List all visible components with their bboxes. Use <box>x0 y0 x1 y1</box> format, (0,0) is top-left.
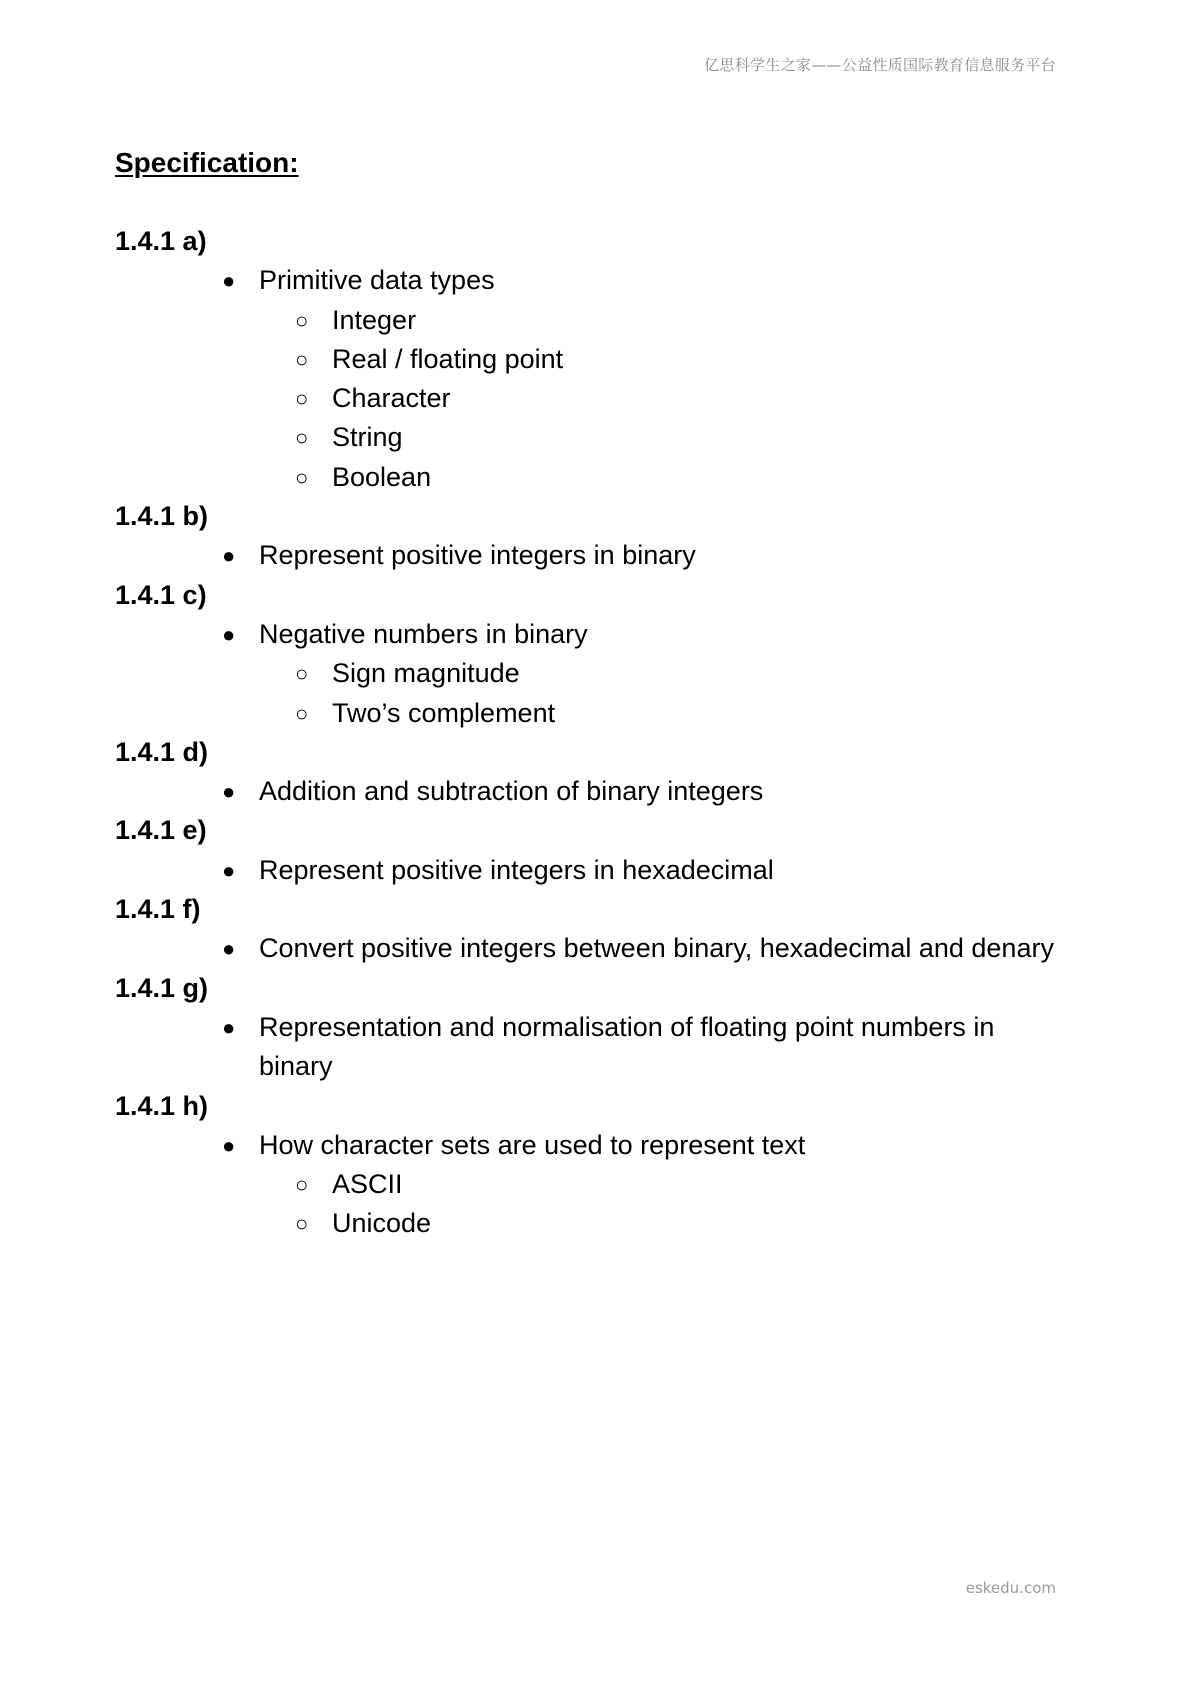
spec-bullet-text: Represent positive integers in binary <box>259 540 696 571</box>
hollow-bullet-icon: ○ <box>295 1211 309 1237</box>
spec-id: 1.4.1 f) <box>115 894 201 925</box>
spec-id: 1.4.1 a) <box>115 226 207 256</box>
spec-id: 1.4.1 h) <box>115 1090 209 1121</box>
spec-section-d <box>115 733 1065 812</box>
spec-sub-item <box>115 418 1065 457</box>
spec-bullet-text: Negative numbers in binary <box>259 618 588 649</box>
spec-section-g <box>115 969 1065 1087</box>
spec-bullet <box>115 261 1065 300</box>
spec-sub-item <box>115 654 1065 693</box>
spec-sub-item <box>115 1165 1065 1204</box>
spec-bullet <box>115 772 1065 811</box>
hollow-bullet-icon: ○ <box>295 1172 309 1198</box>
spec-id: 1.4.1 e) <box>115 815 207 846</box>
bullet-icon: ● <box>222 936 236 962</box>
hollow-bullet-icon: ○ <box>295 307 309 333</box>
spec-section-h <box>115 1087 1065 1244</box>
spec-section-f <box>115 890 1065 969</box>
bullet-icon: ● <box>222 543 236 569</box>
spec-sub-item <box>115 1204 1065 1243</box>
spec-bullet-text: Primitive data types <box>259 265 495 296</box>
hollow-bullet-icon: ○ <box>295 700 309 726</box>
spec-sub-item <box>115 340 1065 379</box>
spec-sub-item-text: Two’s complement <box>332 697 556 728</box>
bullet-icon: ● <box>222 1014 236 1040</box>
page-title: Specification: <box>115 147 299 178</box>
spec-section-e <box>115 811 1065 890</box>
spec-section-c <box>115 576 1065 733</box>
hollow-bullet-icon: ○ <box>295 386 309 412</box>
spec-sub-item <box>115 301 1065 340</box>
spec-id: 1.4.1 c) <box>115 579 207 610</box>
bullet-icon: ● <box>222 779 236 805</box>
spec-sub-item-text: String <box>332 422 403 453</box>
spec-id: 1.4.1 g) <box>115 972 209 1003</box>
hollow-bullet-icon: ○ <box>295 346 309 372</box>
hollow-bullet-icon: ○ <box>295 661 309 687</box>
spec-id: 1.4.1 b) <box>115 501 209 532</box>
specification-list <box>115 222 1065 1244</box>
spec-bullet-text: Represent positive integers in hexadecimal <box>259 854 774 885</box>
spec-bullet <box>115 851 1065 890</box>
spec-bullet <box>115 1008 1065 1087</box>
spec-section-b <box>115 497 1065 576</box>
spec-sub-item-text: Integer <box>332 304 417 335</box>
hollow-bullet-icon: ○ <box>295 425 309 451</box>
header-watermark: 亿思科学生之家——公益性质国际教育信息服务平台 <box>704 56 1056 74</box>
bullet-icon: ● <box>222 857 236 883</box>
spec-sub-item-text: Real / floating point <box>332 343 564 374</box>
footer-watermark: eskedu.com <box>965 1579 1056 1597</box>
spec-bullet-text: How character sets are used to represent text <box>259 1129 806 1160</box>
spec-bullet-text: Convert positive integers between binary, hexadecimal and denary <box>259 933 1054 964</box>
spec-bullet <box>115 1126 1065 1165</box>
spec-sub-item-text: Character <box>332 383 451 414</box>
bullet-icon: ● <box>222 268 236 294</box>
spec-sub-item-text: Unicode <box>332 1208 432 1239</box>
spec-sub-item-text: ASCII <box>332 1169 403 1200</box>
spec-sub-item-text: Sign magnitude <box>332 658 520 689</box>
spec-sub-item <box>115 379 1065 418</box>
spec-sub-item-text: Boolean <box>332 461 432 492</box>
hollow-bullet-icon: ○ <box>295 464 309 490</box>
spec-bullet <box>115 536 1065 575</box>
bullet-icon: ● <box>222 621 236 647</box>
spec-bullet-text: Addition and subtraction of binary integers <box>259 776 764 807</box>
spec-bullet <box>115 929 1065 968</box>
spec-bullet-text: Representation and normalisation of floating point numbers in binary <box>259 1011 995 1082</box>
bullet-icon: ● <box>222 1132 236 1158</box>
spec-sub-item <box>115 458 1065 497</box>
spec-sub-item <box>115 694 1065 733</box>
spec-section-a <box>115 222 1065 497</box>
spec-id: 1.4.1 d) <box>115 736 209 767</box>
spec-bullet <box>115 615 1065 654</box>
